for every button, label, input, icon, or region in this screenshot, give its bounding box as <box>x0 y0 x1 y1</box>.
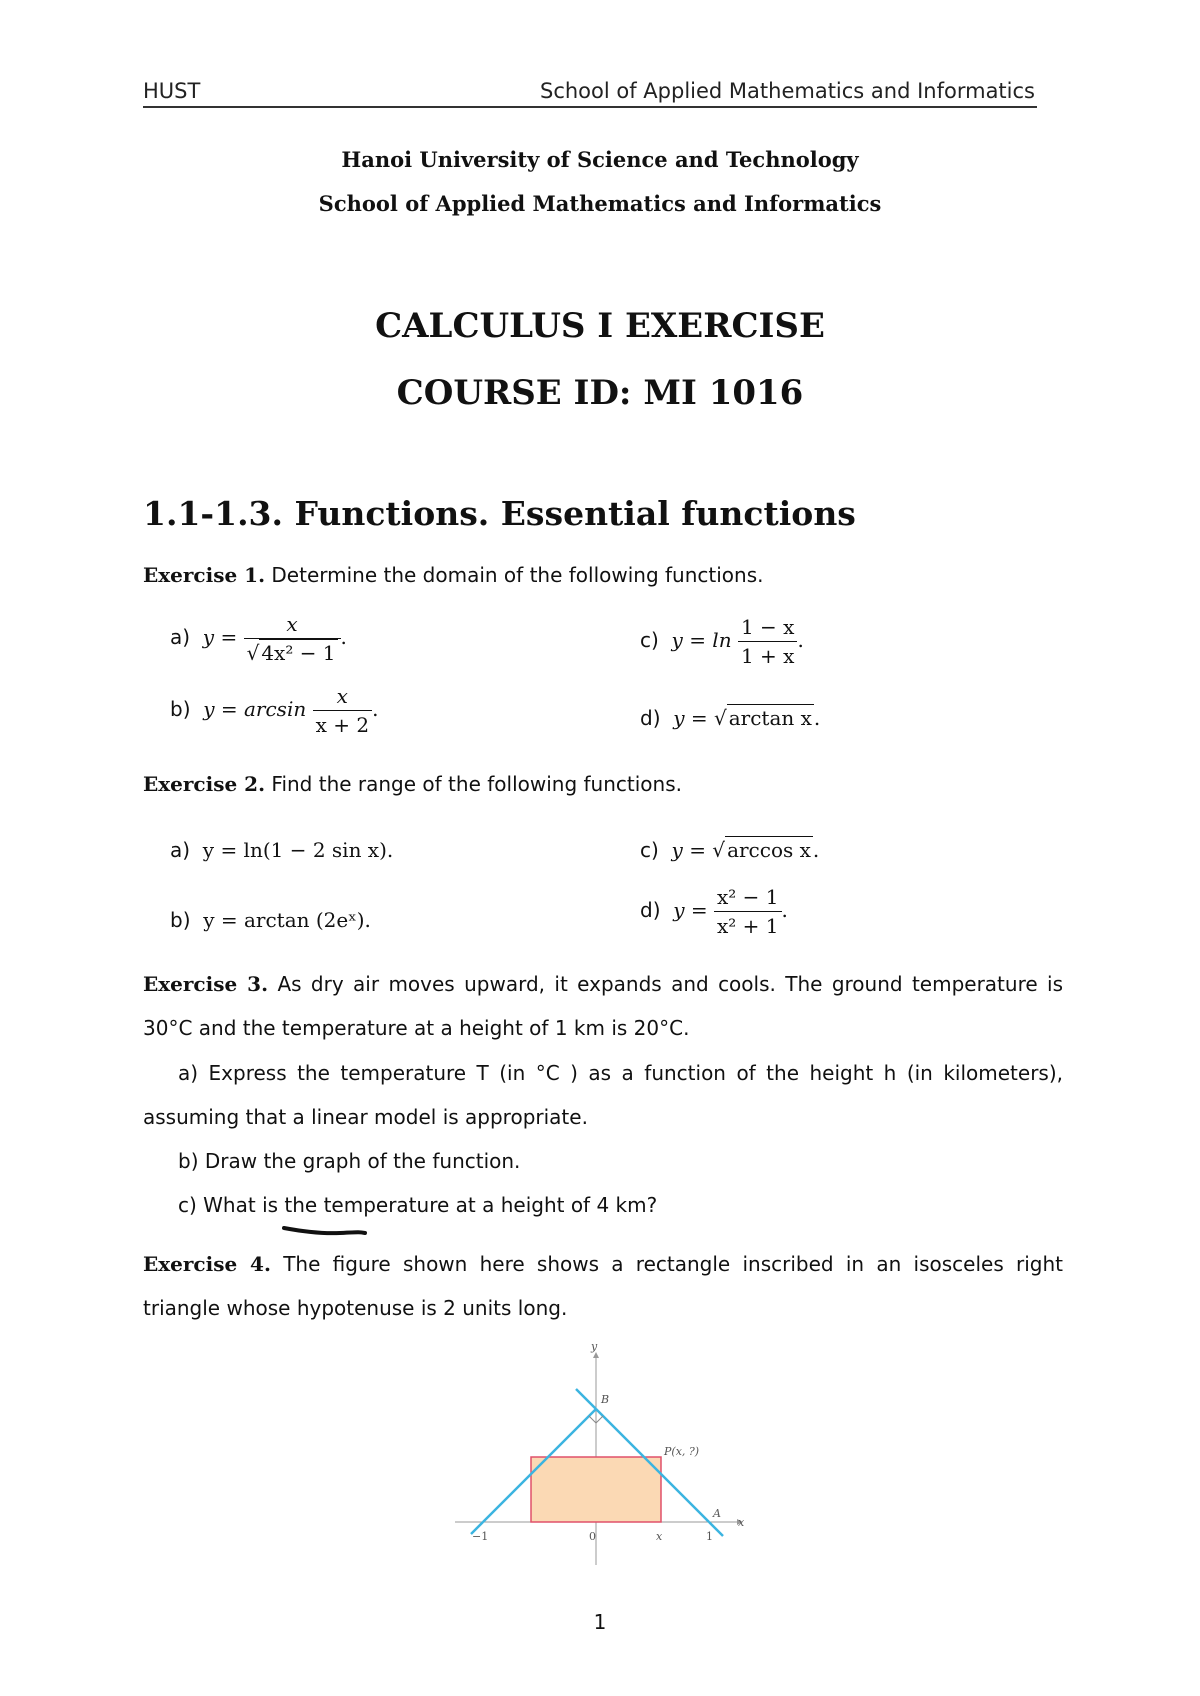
exercise-2c: c) y = √ arccos x . <box>640 838 820 862</box>
exercise-2a: a) y = ln(1 − 2 sin x). <box>170 838 394 862</box>
tick-1: 1 <box>706 1530 713 1543</box>
section-heading: 1.1-1.3. Functions. Essential functions <box>143 494 856 533</box>
exercise-4-line1: Exercise 4. The figure shown here shows a rectangle inscribed in an isosceles right <box>143 1252 1063 1276</box>
exercise-1-label: Exercise 1. <box>143 563 266 587</box>
pen-stroke-mark <box>280 1222 370 1238</box>
inscribed-rectangle <box>531 1457 661 1522</box>
exercise-3a-line1: a) Express the temperature T (in °C ) as a function of the height h (in kilometers), <box>178 1061 1063 1085</box>
exercise-3c: c) What is the temperature at a height of 4 km? <box>178 1193 658 1217</box>
exercise-1a: a) y = $\frac{x}{\text{√ 4x² − 1}}$ . <box>170 612 347 665</box>
header-rule <box>143 106 1037 108</box>
point-b-label: B <box>601 1393 610 1406</box>
exercise-1b: b) y = arcsin $\frac{x}{x + 2}$ . <box>170 684 379 737</box>
document-title: CALCULUS I EXERCISE <box>375 306 825 346</box>
exercise-3b: b) Draw the graph of the function. <box>178 1149 521 1173</box>
tick-x: x <box>656 1530 663 1543</box>
tick-neg1: −1 <box>472 1530 489 1543</box>
exercise-4-label: Exercise 4. <box>143 1252 271 1276</box>
exercise-3a-line2: assuming that a linear model is appropriate. <box>143 1105 588 1129</box>
exercise-3-line1: Exercise 3. As dry air moves upward, it expands and cools. The ground temperature is <box>143 972 1064 996</box>
exercise-1c: c) y = ln $\frac{1 - x}{1 + x}$ . <box>640 615 804 668</box>
exercise-2b: b) y = arctan (2eˣ). <box>170 908 371 932</box>
point-p-label: P(x, ?) <box>664 1445 700 1458</box>
page-number: 1 <box>593 1610 607 1634</box>
x-axis-label: x <box>738 1516 745 1529</box>
exercise-2-prompt: Exercise 2. Find the range of the following functions. <box>143 772 682 796</box>
school-name: School of Applied Mathematics and Informatics <box>318 191 882 216</box>
course-id: COURSE ID: MI 1016 <box>396 373 804 413</box>
exercise-2-label: Exercise 2. <box>143 772 266 796</box>
header-left: HUST <box>143 79 201 103</box>
exercise-1d: d) y = √ arctan x . <box>640 706 821 730</box>
exercise-3-label: Exercise 3. <box>143 972 269 996</box>
triangle-figure <box>455 1340 755 1565</box>
y-axis-label: y <box>591 1340 598 1353</box>
top-extension <box>576 1389 596 1409</box>
exercise-2d: d) y = $\frac{\text{x² − 1}}{\text{x² + 1}}$ . <box>640 885 788 938</box>
exercise-3-line2: 30°C and the temperature at a height of 1 km is 20°C. <box>143 1016 690 1040</box>
point-a-label: A <box>713 1507 721 1520</box>
header-right: School of Applied Mathematics and Informatics <box>539 79 1035 103</box>
exercise-1-prompt: Exercise 1. Determine the domain of the following functions. <box>143 563 764 587</box>
exercise-4-line2: triangle whose hypotenuse is 2 units long. <box>143 1296 568 1320</box>
institution-name: Hanoi University of Science and Technology <box>341 147 859 172</box>
tick-0: 0 <box>589 1530 596 1543</box>
